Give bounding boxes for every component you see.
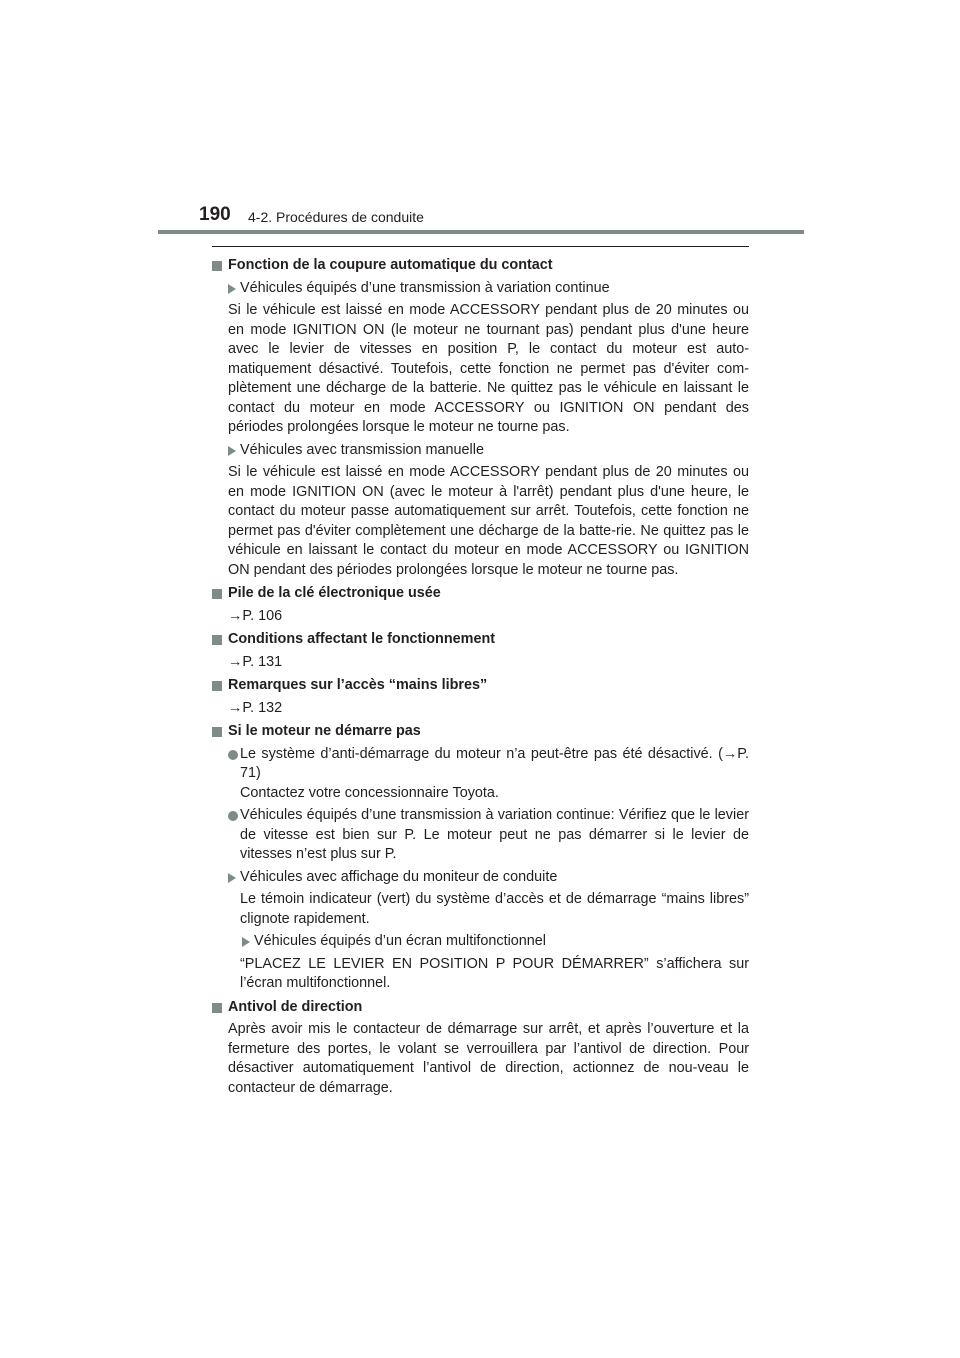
square-bullet-icon (212, 261, 222, 271)
page-reference: →P. 132 (228, 699, 283, 716)
paragraph: “PLACEZ LE LEVIER EN POSITION P POUR DÉMARRER” s’affichera sur l’écran multifonctionnel. (240, 955, 749, 991)
triangle-bullet-icon (228, 446, 236, 456)
round-bullet-icon (228, 811, 238, 821)
square-bullet-icon (212, 589, 222, 599)
square-bullet-icon (212, 635, 222, 645)
subheading: Véhicules équipés d’une transmission à variation continue (212, 279, 749, 299)
paragraph: Si le véhicule est laissé en mode ACCESSORY pendant plus de 20 minutes ou en mode IGNITION ON (le moteur ne tournant pas) pendant plus d'une heure avec le levier de vitesses en position P, le contact du moteur est auto-matiquement désactivé. Toutefois, cette fonction ne permet pas d'éviter com-plètement une décharge de la batterie. Ne quittez pas le véhicule en laissant le contact du moteur en mode ACCESSORY ou IGNITION ON pendant des périodes prolongées lorsque le moteur ne tourne pas. (228, 302, 749, 435)
square-bullet-icon (212, 681, 222, 691)
paragraph: Le témoin indicateur (vert) du système d’accès et de démarrage “mains libres” clignote rapidement. (240, 891, 749, 927)
page-content (212, 256, 749, 1098)
page-reference: →P. 106 (228, 607, 283, 624)
triangle-bullet-icon (228, 873, 236, 883)
subheading: Véhicules avec transmission manuelle (212, 441, 749, 461)
chapter-title: 4-2. Procédures de conduite (248, 209, 424, 225)
square-bullet-icon (212, 1003, 222, 1013)
section-heading: Pile de la clé électronique usée (212, 584, 749, 604)
triangle-bullet-icon (228, 284, 236, 294)
paragraph: Si le véhicule est laissé en mode ACCESSORY pendant plus de 20 minutes ou en mode IGNITION ON (avec le moteur à l'arrêt) pendant plus d'une heure, le contact du moteur passe automatiquement sur arrêt. Toutefois, cette fonction ne permet pas d'éviter complètement une décharge de la batte-rie. Ne quittez pas le véhicule en laissant le contact du moteur en mode ACCESSORY ou IGNITION ON pendant des périodes prolongées lorsque le moteur ne tourne pas. (228, 464, 749, 578)
page-number: 190 (199, 204, 231, 225)
section-top-rule (212, 246, 749, 247)
section-heading: Fonction de la coupure automatique du contact (212, 256, 749, 276)
paragraph: Après avoir mis le contacteur de démarrage sur arrêt, et après l’ouverture et la fermeture des portes, le volant se verrouillera par l’antivol de direction. Pour désactiver automatiquement l’antivol de direction, actionnez de nou-veau le contacteur de démarrage. (228, 1021, 749, 1096)
subheading: Véhicules équipés d’un écran multifonctionnel (212, 932, 749, 952)
list-item: Véhicules équipés d’une transmission à variation continue: Vérifiez que le levier de vitesse est bien sur P. Le moteur peut ne pas démarrer si le levier de vitesses n’est plus sur P. (212, 806, 749, 865)
page-reference: →P. 131 (228, 653, 283, 670)
list-item: Le système d’anti-démarrage du moteur n’a peut-être pas été désactivé. (→P. 71) Contactez votre concessionnaire Toyota. (212, 745, 749, 804)
square-bullet-icon (212, 727, 222, 737)
section-heading: Si le moteur ne démarre pas (212, 722, 749, 742)
round-bullet-icon (228, 750, 238, 760)
triangle-bullet-icon (242, 937, 250, 947)
section-heading: Antivol de direction (212, 998, 749, 1018)
header-rule (158, 230, 804, 234)
subheading: Véhicules avec affichage du moniteur de conduite (212, 868, 749, 888)
section-heading: Remarques sur l’accès “mains libres” (212, 676, 749, 696)
section-heading: Conditions affectant le fonctionnement (212, 630, 749, 650)
